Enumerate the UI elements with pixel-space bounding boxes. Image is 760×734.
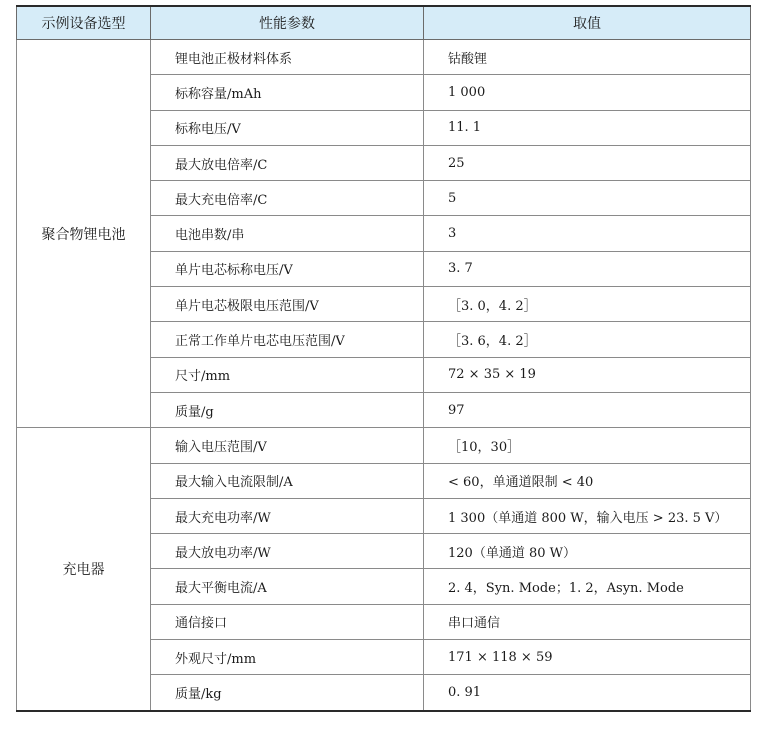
param-cell: 最大平衡电流/A [151,569,424,604]
value-cell: 25 [424,145,751,180]
value-cell: 1 300（单通道 800 W，输入电压 > 23. 5 V） [424,498,751,533]
value-cell: 3 [424,216,751,251]
value-cell: 串口通信 [424,604,751,639]
param-cell: 质量/kg [151,675,424,711]
header-value: 取值 [424,6,751,40]
param-cell: 最大放电倍率/C [151,145,424,180]
value-cell: 171 × 118 × 59 [424,640,751,675]
value-cell: 11. 1 [424,110,751,145]
table-row [17,40,751,75]
param-cell: 最大输入电流限制/A [151,463,424,498]
value-cell: 2. 4，Syn. Mode；1. 2，Asyn. Mode [424,569,751,604]
value-cell: ［3. 0，4. 2］ [424,287,751,322]
value-cell: 3. 7 [424,251,751,286]
param-cell: 标称容量/mAh [151,75,424,110]
table-row [17,428,751,463]
param-cell: 质量/g [151,392,424,427]
group-cell-battery: 聚合物锂电池 [17,40,151,428]
param-cell: 最大放电功率/W [151,534,424,569]
param-cell: 单片电芯极限电压范围/V [151,287,424,322]
value-cell: 0. 91 [424,675,751,711]
param-cell: 最大充电功率/W [151,498,424,533]
value-cell: 97 [424,392,751,427]
value-cell: 120（单通道 80 W） [424,534,751,569]
value-cell: 5 [424,181,751,216]
value-cell: < 60，单通道限制 < 40 [424,463,751,498]
param-cell: 电池串数/串 [151,216,424,251]
param-cell: 外观尺寸/mm [151,640,424,675]
header-device: 示例设备选型 [17,6,151,40]
table-header-row [17,6,751,40]
param-cell: 正常工作单片电芯电压范围/V [151,322,424,357]
value-cell: ［3. 6，4. 2］ [424,322,751,357]
param-cell: 通信接口 [151,604,424,639]
value-cell: 钴酸锂 [424,40,751,75]
param-cell: 标称电压/V [151,110,424,145]
param-cell: 锂电池正极材料体系 [151,40,424,75]
spec-table-container [16,5,750,712]
param-cell: 最大充电倍率/C [151,181,424,216]
param-cell: 输入电压范围/V [151,428,424,463]
param-cell: 尺寸/mm [151,357,424,392]
value-cell: 1 000 [424,75,751,110]
group-cell-charger: 充电器 [17,428,151,711]
value-cell: ［10，30］ [424,428,751,463]
param-cell: 单片电芯标称电压/V [151,251,424,286]
value-cell: 72 × 35 × 19 [424,357,751,392]
spec-table [16,5,751,712]
header-parameter: 性能参数 [151,6,424,40]
